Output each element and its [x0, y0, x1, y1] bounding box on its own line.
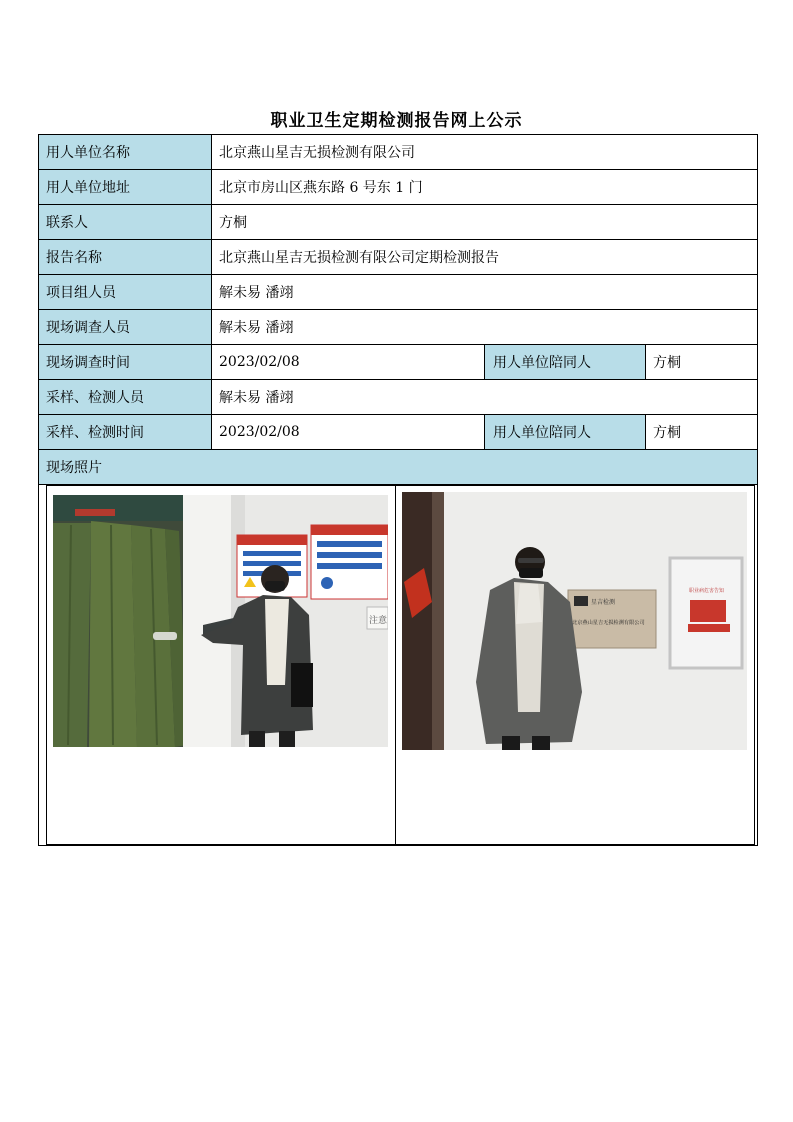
report-table [38, 134, 758, 846]
survey-escort-value: 方桐 [646, 345, 758, 380]
right-photo-plaque-text: 北京燕山星吉无损检测有限公司 [572, 620, 645, 626]
sampling-staff-label: 采样、检测人员 [39, 380, 212, 415]
project-members-value: 解未易 潘翊 [212, 275, 758, 310]
contact-value: 方桐 [212, 205, 758, 240]
photos-label: 现场照片 [39, 450, 758, 485]
employer-address-label: 用人单位地址 [39, 170, 212, 205]
sampling-escort-label: 用人单位陪同人 [485, 415, 646, 450]
table-row [39, 275, 758, 310]
project-members-label: 项目组人员 [39, 275, 212, 310]
table-row [39, 310, 758, 345]
table-row [39, 240, 758, 275]
left-photo-sign-text: 注意 [369, 616, 388, 626]
photos-cell [39, 485, 758, 846]
survey-staff-value: 解未易 潘翊 [212, 310, 758, 345]
table-row [39, 415, 758, 450]
photo-column-right [396, 486, 754, 844]
table-row [39, 205, 758, 240]
site-photo-right [402, 492, 747, 750]
right-photo-board-text: 职业病危害告知 [689, 588, 725, 594]
report-name-label: 报告名称 [39, 240, 212, 275]
table-row [39, 345, 758, 380]
page-title: 职业卫生定期检测报告网上公示 [270, 111, 523, 131]
employer-name-value: 北京燕山星吉无损检测有限公司 [212, 135, 758, 170]
employer-name-label: 用人单位名称 [39, 135, 212, 170]
right-photo-logo-text: 星吉检测 [591, 599, 616, 606]
employer-address-value: 北京市房山区燕东路 6 号东 1 门 [212, 170, 758, 205]
table-row [39, 485, 758, 846]
report-name-value: 北京燕山星吉无损检测有限公司定期检测报告 [212, 240, 758, 275]
survey-staff-label: 现场调查人员 [39, 310, 212, 345]
table-row [39, 170, 758, 205]
survey-escort-label: 用人单位陪同人 [485, 345, 646, 380]
contact-label: 联系人 [39, 205, 212, 240]
site-photo-left [53, 495, 388, 747]
table-row [39, 135, 758, 170]
sampling-escort-value: 方桐 [646, 415, 758, 450]
table-row [39, 380, 758, 415]
sampling-staff-value: 解未易 潘翊 [212, 380, 758, 415]
table-row [39, 450, 758, 485]
survey-time-value: 2023/02/08 [212, 345, 485, 380]
sampling-time-value: 2023/02/08 [212, 415, 485, 450]
photo-box [46, 485, 755, 845]
photo-column-left [47, 486, 396, 844]
survey-time-label: 现场调查时间 [39, 345, 212, 380]
sampling-time-label: 采样、检测时间 [39, 415, 212, 450]
